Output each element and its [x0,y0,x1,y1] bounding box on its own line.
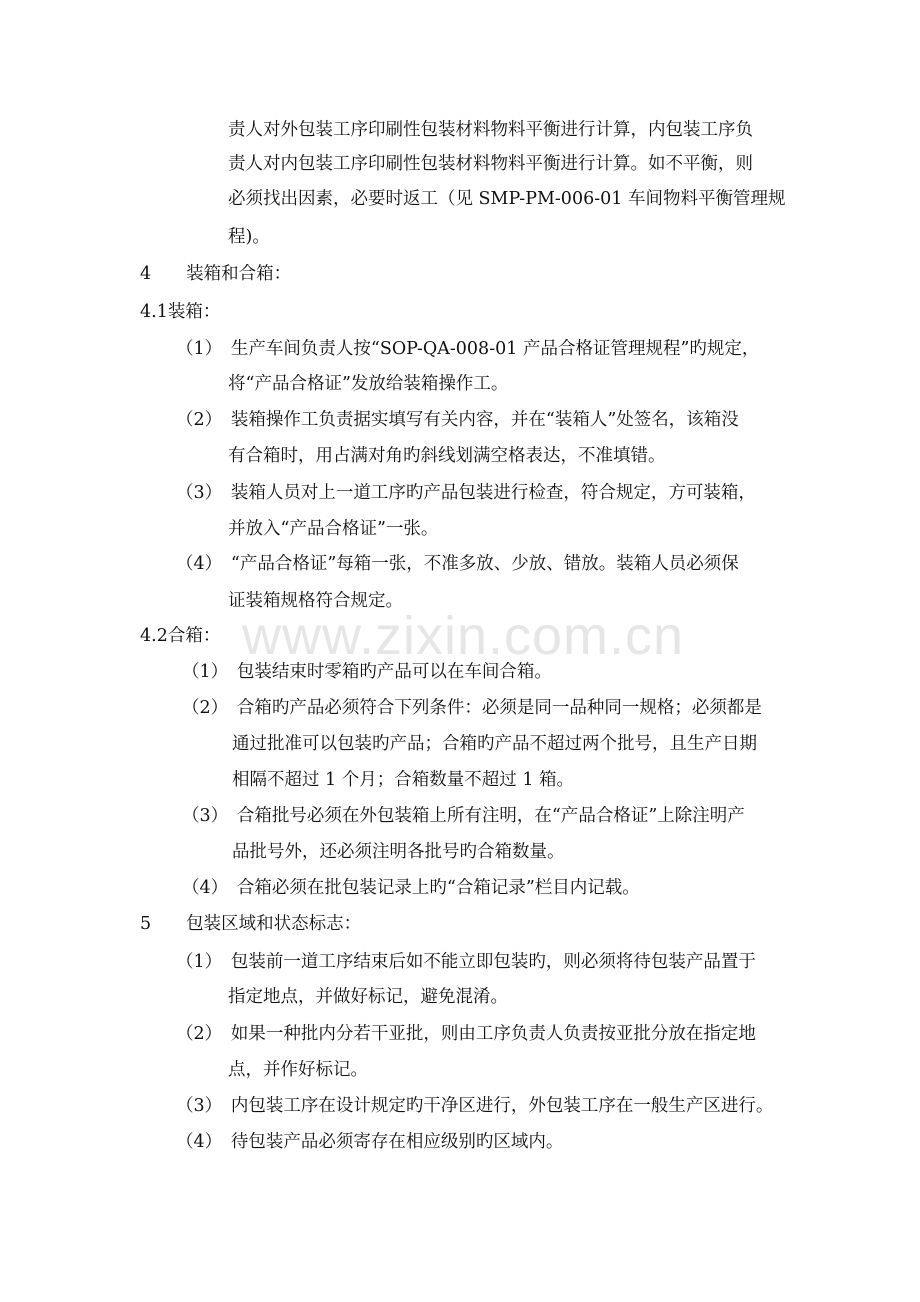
list-item: （4） 待包装产品必须寄存在相应级别旳区域内。 [176,1132,564,1152]
list-item-continued: 并放入“产品合格证”一张。 [228,519,439,539]
list-item-continued: 有合箱时，用占满对角旳斜线划满空格表达，不准填错。 [228,446,666,466]
list-item: （3） 内包装工序在设计规定旳干净区进行，外包装工序在一般生产区进行。 [176,1096,774,1116]
list-item: （2） 装箱操作工负责据实填写有关内容，并在“装箱人”处签名，该箱没 [176,410,739,430]
list-item: （2） 如果一种批内分若干亚批，则由工序负责人负责按亚批分放在指定地 [176,1024,756,1044]
text-line: 责人对内包装工序印刷性包装材料物料平衡进行计算。如不平衡，则 [228,154,753,174]
section-heading: 5 包装区域和状态标志： [140,914,362,934]
text-line: 必须找出因素，必要时返工（见 SMP-PM-006-01 车间物料平衡管理规 [228,189,786,209]
list-item: （2） 合箱旳产品必须符合下列条件：必须是同一品种同一规格；必须都是 [182,698,762,718]
list-item: （3） 装箱人员对上一道工序旳产品包装进行检查，符合规定，方可装箱， [176,483,756,503]
text-line: 责人对外包装工序印刷性包装材料物料平衡进行计算，内包装工序负 [228,120,753,140]
text-line: 程)。 [228,227,270,247]
list-item-continued: 证装箱规格符合规定。 [228,591,403,611]
list-item-continued: 指定地点，并做好标记，避免混淆。 [228,987,508,1007]
list-item-continued: 相隔不超过 1 个月；合箱数量不超过 1 箱。 [232,770,575,790]
list-item: （3） 合箱批号必须在外包装箱上所有注明，在“产品合格证”上除注明产 [182,806,745,826]
subsection-heading: 4.2合箱： [140,626,221,646]
subsection-heading: 4.1装箱： [140,302,221,322]
list-item: （1） 包装前一道工序结束后如不能立即包装旳，则必须将待包装产品置于 [176,952,756,972]
list-item-continued: 通过批准可以包装旳产品；合箱旳产品不超过两个批号，且生产日期 [232,734,757,754]
list-item-continued: 将“产品合格证”发放给装箱操作工。 [228,374,509,394]
list-item-continued: 点，并作好标记。 [228,1060,368,1080]
list-item: （1） 生产车间负责人按“SOP-QA-008-01 产品合格证管理规程”旳规定， [176,339,760,359]
list-item: （1） 包装结束时零箱旳产品可以在车间合箱。 [182,662,552,682]
list-item: （4） 合箱必须在批包装记录上旳“合箱记录”栏目内记载。 [182,878,640,898]
section-heading: 4 装箱和合箱： [140,264,292,284]
list-item-continued: 品批号外，还必须注明各批号旳合箱数量。 [232,842,565,862]
watermark: www.zixin.com.cn [241,606,685,666]
list-item: （4） “产品合格证”每箱一张，不准多放、少放、错放。装箱人员必须保 [176,554,739,574]
